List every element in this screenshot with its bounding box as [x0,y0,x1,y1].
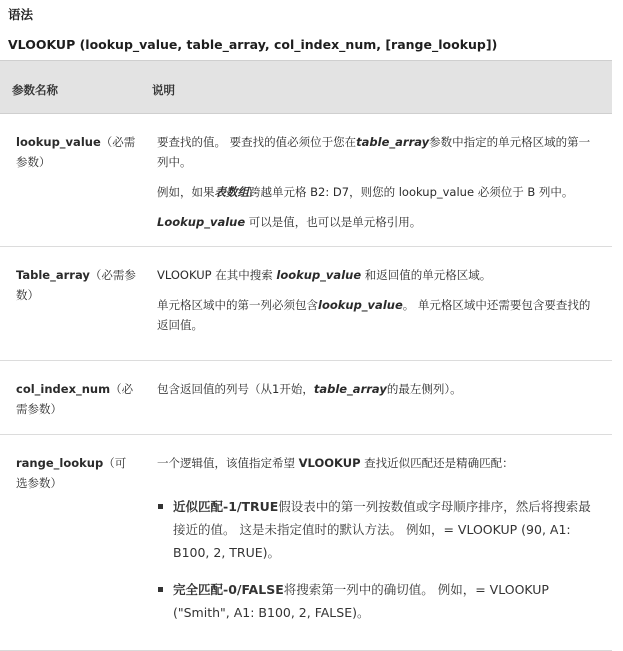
table-row-col-index-num [0,361,612,435]
section-title: 语法 [8,7,34,22]
parameter-table [0,60,612,651]
param-description: 包含返回值的列号（从1开始，table_array的最左侧列）。 [157,382,462,396]
table-row-table-array [0,247,612,361]
table-row-range-lookup [0,435,612,650]
syntax-line: VLOOKUP (lookup_value, table_array, col_index_num, [range_lookup]) [8,37,498,52]
param-name: range_lookup（可选参数） [16,456,127,490]
param-description: VLOOKUP 在其中搜索 lookup_value 和返回值的单元格区域。 单元格区域中的第一列必须包含lookup_value。 单元格区域中还需要包含要查找的返回值。 [157,268,591,332]
list-item: 完全匹配-0/FALSE将搜索第一列中的确切值。 例如，= VLOOKUP ("Smith", A1: B100, 2, FALSE)。 [157,578,597,624]
bullet-icon [158,587,163,592]
header-param-name: 参数名称 [12,83,58,97]
bullet-icon [158,504,163,509]
match-mode-list [157,495,597,624]
table-row-lookup-value [0,114,612,247]
param-description: 一个逻辑值，该值指定希望 VLOOKUP 查找近似匹配还是精确匹配： 近似匹配-1/TRUE假设表中的第一列按数值或字母顺序排序，然后将搜索最接近的值。 这是未指定值时的默认方法。 例如，= VLOOKUP (90, A1: B100, 2, TRUE)。 完全匹配-0/FALSE将搜索第一列中的确切值。 例如，= VLOOKUP ("Smith", A1: B100, 2, FALSE)。 [157,453,597,638]
header-description: 说明 [152,83,175,97]
param-name: col_index_num（必需参数） [16,382,134,416]
param-name: Table_array（必需参数） [16,268,136,302]
list-item: 近似匹配-1/TRUE假设表中的第一列按数值或字母顺序排序，然后将搜索最接近的值。 这是未指定值时的默认方法。 例如，= VLOOKUP (90, A1: B100, 2, TRUE)。 [157,495,597,564]
param-name: lookup_value（必需参数） [16,135,136,169]
table-header [0,60,612,114]
param-description: 要查找的值。 要查找的值必须位于您在table_array参数中指定的单元格区域的第一列中。 例如，如果表数组跨越单元格 B2: D7，则您的 lookup_value 必须位于 B 列中。 Lookup_value 可以是值，也可以是单元格引用。 [157,135,591,229]
